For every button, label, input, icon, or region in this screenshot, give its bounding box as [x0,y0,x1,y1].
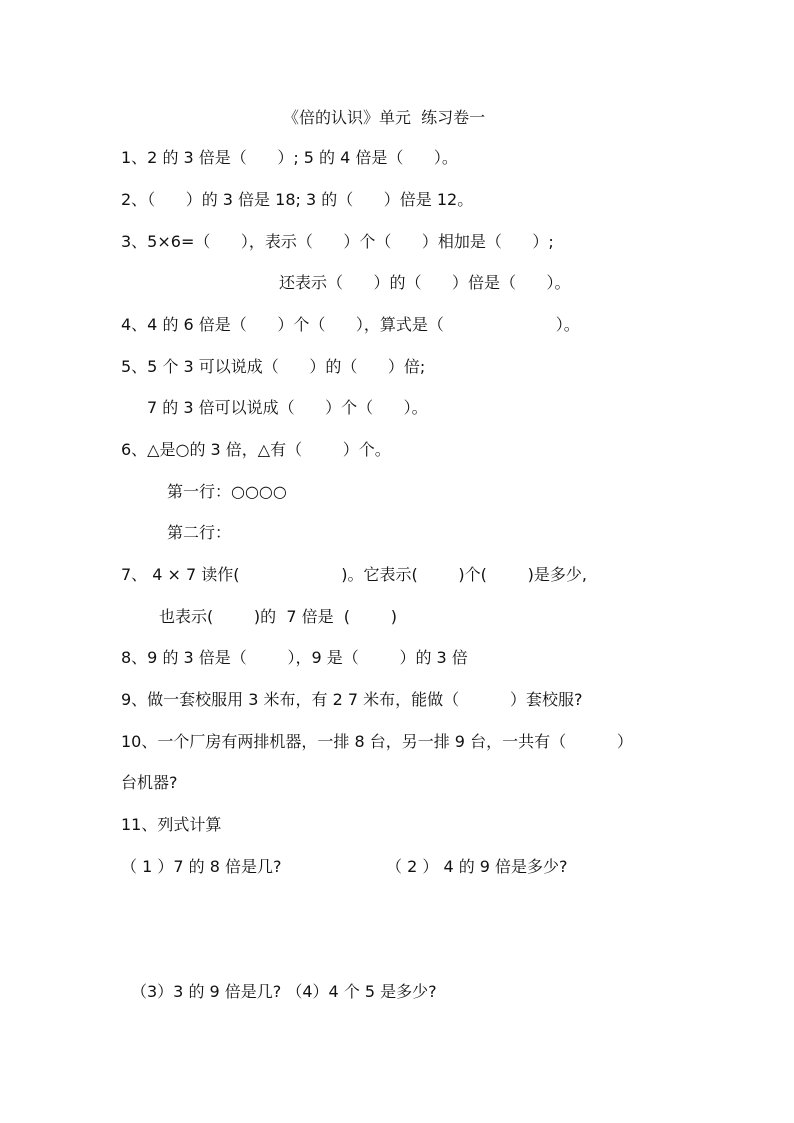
question-3-line-2: 还表示（ ）的（ ）倍是（ ）。 [279,273,571,292]
question-6: 6、△是○的 3 倍，△有（ ）个。 [121,440,391,459]
question-6-row-2: 第二行： [167,523,232,542]
subquestion-2: （ 2 ） 4 的 9 倍是多少? [386,857,568,876]
subquestion-1: （ 1 ）7 的 8 倍是几? [121,857,282,876]
question-6-row-1: 第一行：○○○○ [167,482,287,501]
question-8: 8、9 的 3 倍是（ ），9 是（ ）的 3 倍 [121,648,468,667]
question-7-line-2: 也表示( )的 7 倍是 ( ) [159,607,397,626]
question-10-line-1: 10、一个厂房有两排机器，一排 8 台，另一排 9 台，一共有（ ） [121,732,633,751]
question-1: 1、2 的 3 倍是（ ）; 5 的 4 倍是（ ）。 [121,148,458,167]
worksheet-title: 《倍的认识》单元 练习卷一 [283,108,486,127]
subquestion-3-4: （3）3 的 9 倍是几? （4）4 个 5 是多少? [131,982,437,1001]
question-11: 11、列式计算 [121,815,222,834]
question-4: 4、4 的 6 倍是（ ）个（ ），算式是（ ）。 [121,315,580,334]
question-10-line-2: 台机器? [121,773,178,792]
question-9: 9、做一套校服用 3 米布，有 2 7 米布，能做（ ）套校服? [121,690,583,709]
question-2: 2、（ ）的 3 倍是 18; 3 的（ ）倍是 12。 [121,190,474,209]
question-5-line-1: 5、5 个 3 可以说成（ ）的（ ）倍; [121,357,426,376]
question-3-line-1: 3、5×6=（ ），表示（ ）个（ ）相加是（ ）; [121,232,554,251]
question-5-line-2: 7 的 3 倍可以说成（ ）个（ ）。 [147,398,428,417]
question-7-line-1: 7、 4 × 7 读作( )。它表示( )个( )是多少, [121,565,587,584]
